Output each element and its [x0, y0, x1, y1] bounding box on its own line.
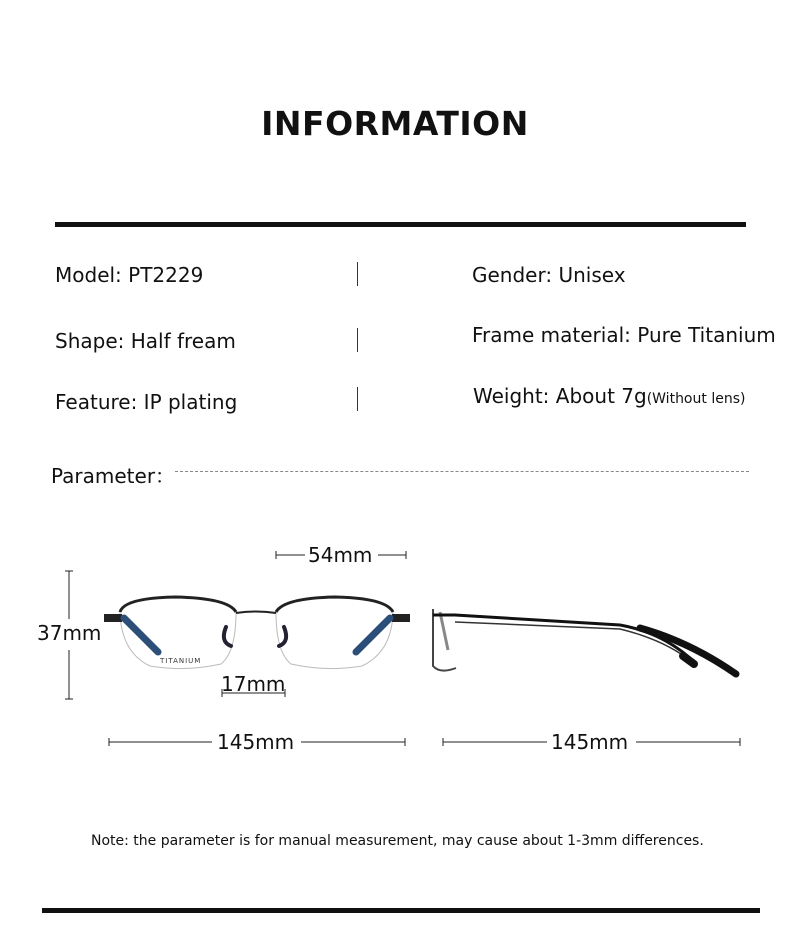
top-divider [55, 222, 746, 227]
temple-length-label: 145mm [551, 730, 629, 754]
spec-weight-value: Weight: About 7g [473, 384, 647, 408]
parameter-dashed-line [175, 471, 749, 472]
lens-width-label: 54mm [308, 543, 373, 567]
spec-separator [357, 387, 358, 411]
spec-shape: Shape: Half fream [55, 329, 236, 353]
parameter-label: Parameter： [51, 464, 176, 488]
frame-width-label: 145mm [217, 730, 295, 754]
bottom-divider [42, 908, 760, 913]
lens-height-label: 37mm [37, 621, 102, 645]
page-title: INFORMATION [261, 104, 529, 143]
measurement-note: Note: the parameter is for manual measurement, may cause about 1-3mm differences. [91, 833, 704, 849]
bridge-label: 17mm [221, 672, 286, 696]
glasses-side-view [433, 609, 736, 674]
spec-separator [357, 328, 358, 352]
spec-separator [357, 262, 358, 286]
spec-model: Model: PT2229 [55, 263, 204, 287]
spec-frame-material: Frame material: Pure Titanium [472, 323, 776, 347]
spec-weight [473, 384, 745, 408]
spec-feature: Feature: IP plating [55, 390, 238, 414]
spec-gender: Gender: Unisex [472, 263, 626, 287]
glasses-front-view [104, 597, 410, 669]
frame-imprint: TITANIUM [160, 657, 202, 665]
spec-weight-note: (Without lens) [646, 391, 746, 407]
glasses-diagram [0, 530, 790, 760]
